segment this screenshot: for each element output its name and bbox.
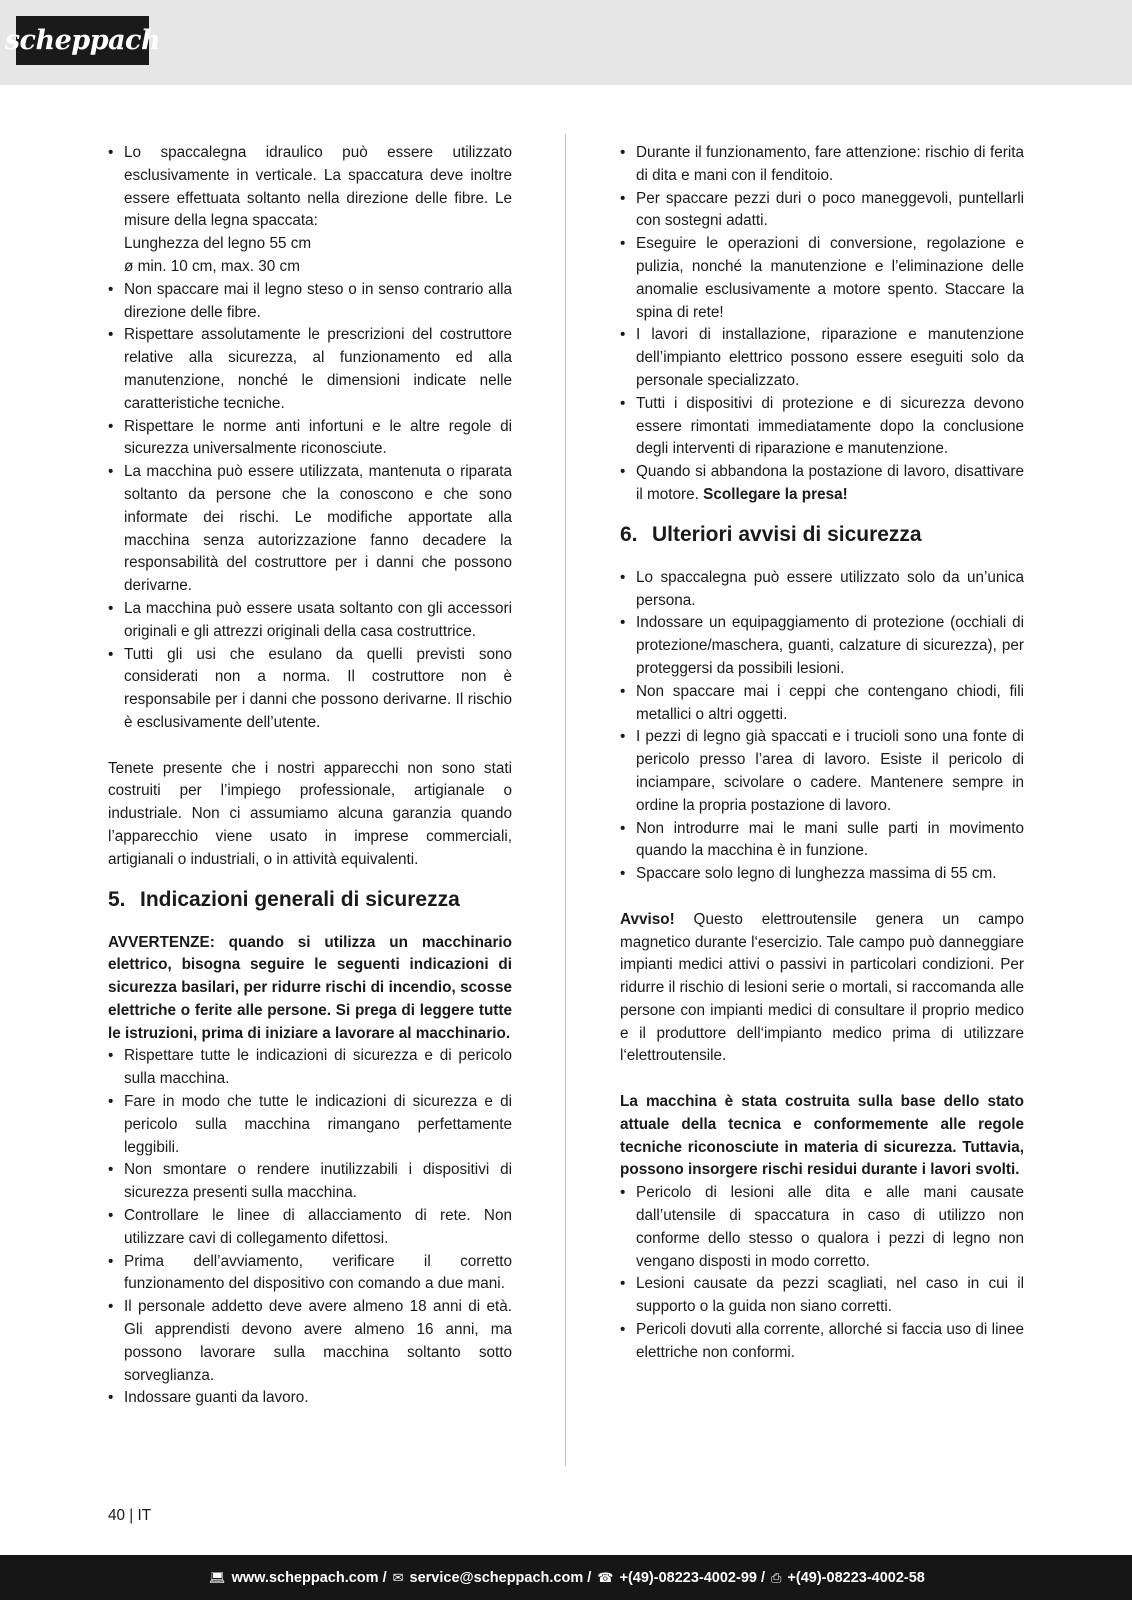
list-item: • Prima dell’avviamento, verificare il corretto funzionamento del dispositivo con comando a due mani. — [108, 1251, 512, 1297]
phone-number: +(49)-08223-4002-99 / — [619, 1569, 766, 1586]
email-link[interactable]: service@scheppach.com / — [409, 1569, 592, 1586]
residual-risk-paragraph: La macchina è stata costruita sulla base dello stato attuale della tecnica e conformemente alle regole tecniche riconosciute in materia di sicurezza. Tuttavia, possono insorgere rischi residui durante i lavori svolti. — [620, 1093, 1024, 1179]
list-item: • Non spaccare mai il legno steso o in senso contrario alla direzione delle fibre. — [108, 279, 512, 325]
list-item: • La macchina può essere utilizzata, mantenuta o riparata soltanto da persone che la conoscono e che sono informate dei rischi. Le modifiche apportate alla macchina senza autorizzazione fanno decadere la responsabilità del costruttore per i danni che possono derivarne. — [108, 461, 512, 598]
fax-number: +(49)-08223-4002-58 — [787, 1569, 925, 1586]
column-divider — [565, 134, 566, 1466]
list-item: • Non smontare o rendere inutilizzabili i dispositivi di sicurezza presenti sulla macchina. — [108, 1159, 512, 1205]
list-item: • Indossare un equipaggiamento di protezione (occhiali di protezione/maschera, guanti, calzature di sicurezza), per proteggersi da possibili lesioni. — [620, 612, 1024, 680]
list-item: • Rispettare le norme anti infortuni e le altre regole di sicurezza universalmente riconosciute. — [108, 416, 512, 462]
magnetic-field-notice: Avviso! Questo elettroutensile genera un campo magnetico durante l‘esercizio. Tale campo può danneggiare impianti medici attivi o passivi in particolari condizioni. Per ridurre il rischio di lesioni serie o mortali, si raccomanda alle persone con impianti medici di consultare il proprio medico e il produttore dell‘impianto medico prima di utilizzare l‘elettroutensile. — [620, 910, 1025, 1065]
wood-diameter: ø min. 10 cm, max. 30 cm — [124, 257, 300, 275]
list-item: • Non introdurre mai le mani sulle parti in movimento quando la macchina è in funzione. — [620, 818, 1024, 864]
safety-list-right-2 — [620, 567, 1024, 886]
list-item: • Lo spaccalegna può essere utilizzato solo da un’unica persona. — [620, 567, 1024, 613]
list-item: • Pericoli dovuti alla corrente, allorché si faccia uso di linee elettriche non conformi. — [620, 1319, 1024, 1365]
list-item: • Pericolo di lesioni alle dita e alle mani causate dall’utensile di spaccatura in caso di utilizzo non conforme dello stesso o qualora i pezzi di legno non vengano disposti in modo corretto. — [620, 1182, 1024, 1273]
safety-list-left-2 — [108, 1045, 512, 1410]
residual-risk-list — [620, 1182, 1024, 1364]
list-item: • Non spaccare mai i ceppi che contengano chiodi, fili metallici o altri oggetti. — [620, 681, 1024, 727]
page-header — [0, 0, 1132, 85]
list-item: • Per spaccare pezzi duri o poco maneggevoli, puntellarli con sostegni adatti. — [620, 188, 1024, 234]
list-item: • Rispettare assolutamente le prescrizioni del costruttore relative alla sicurezza, al funzionamento ed alla manutenzione, nonché le dimensioni indicate nelle caratteristiche tecniche. — [108, 324, 512, 415]
list-item: • Eseguire le operazioni di conversione, regolazione e pulizia, nonché la manutenzione e l’eliminazione delle anomalie esclusivamente a motore spento. Staccare la spina di rete! — [620, 233, 1024, 324]
list-item: • I pezzi di legno già spaccati e i trucioli sono una fonte di pericolo presso l’area di lavoro. Esiste il pericolo di inciampare, scivolare o cadere. Mantenere sempre in ordine la propria postazione di lavoro. — [620, 726, 1024, 817]
list-item: • Quando si abbandona la postazione di lavoro, disattivare il motore. Scollegare la presa! — [620, 461, 1024, 507]
page-number: 40 | IT — [108, 1507, 152, 1524]
warning-paragraph: AVVERTENZE: quando si utilizza un macchinario elettrico, bisogna seguire le seguenti indicazioni di sicurezza basilari, per ridurre rischi di incendio, scosse elettriche o ferite alle persone. Si prega di leggere tutte le istruzioni, prima di iniziare a lavorare al macchinario. — [108, 933, 512, 1042]
list-item: • I lavori di installazione, riparazione e manutenzione dell’impianto elettrico possono essere eseguiti solo da personale specializzato. — [620, 324, 1024, 392]
unplug-warning: Scollegare la presa! — [703, 485, 848, 503]
list-item: • La macchina può essere usata soltanto con gli accessori originali e gli attrezzi originali della casa costruttrice. — [108, 598, 512, 644]
list-item: • Indossare guanti da lavoro. — [108, 1387, 512, 1410]
wood-length: Lunghezza del legno 55 cm — [124, 235, 312, 253]
list-item: • Lesioni causate da pezzi scagliati, nel caso in cui il supporto o la guida non siano corretti. — [620, 1273, 1024, 1319]
list-item: • Fare in modo che tutte le indicazioni di sicurezza e di pericolo sulla macchina rimangano perfettamente leggibili. — [108, 1091, 512, 1159]
list-item: • Tutti i dispositivi di protezione e di sicurezza devono essere rimontati immediatamente dopo la conclusione degli interventi di riparazione e manutenzione. — [620, 393, 1024, 461]
list-item: • Tutti gli usi che esulano da quelli previsti sono considerati non a norma. Il costruttore non è responsabile per i danni che possono derivarne. Il rischio è esclusivamente dell’utente. — [108, 644, 512, 735]
page-footer — [0, 1555, 1132, 1600]
phone-icon: ☎ — [597, 1569, 614, 1585]
list-item: • Controllare le linee di allacciamento di rete. Non utilizzare cavi di collegamento difettosi. — [108, 1205, 512, 1251]
section-6-heading: 6. Ulteriori avvisi di sicurezza — [620, 522, 922, 546]
safety-list-right-1 — [620, 142, 1024, 507]
website-link[interactable]: www.scheppach.com / — [231, 1569, 387, 1586]
computer-icon: 💻︎ — [209, 1569, 226, 1585]
list-item: • Lo spaccalegna idraulico può essere utilizzato esclusivamente in verticale. La spaccatura deve inoltre essere effettuata soltanto nella direzione delle fibre. Le misure della legna spaccata: Lunghezza del legno 55 cm ø min. 10 cm, max. 30 cm — [108, 142, 512, 279]
safety-list-left-1 — [108, 142, 512, 735]
list-item: • Spaccare solo legno di lunghezza massima di 55 cm. — [620, 863, 1024, 886]
section-5-heading: 5. Indicazioni generali di sicurezza — [108, 887, 460, 911]
right-column — [620, 142, 1024, 1365]
list-item: • Rispettare tutte le indicazioni di sicurezza e di pericolo sulla macchina. — [108, 1045, 512, 1091]
list-item: • Durante il funzionamento, fare attenzione: rischio di ferita di dita e mani con il fenditoio. — [620, 142, 1024, 188]
mail-icon: ✉ — [392, 1569, 404, 1585]
left-column — [108, 142, 512, 1410]
professional-use-note: Tenete presente che i nostri apparecchi non sono stati costruiti per l’impiego professionale, artigianale o industriale. Non ci assumiamo alcuna garanzia quando l’apparecchio viene usato in imprese commerciali, artigianali o industriali, o in attività equivalenti. — [108, 759, 512, 868]
list-item: • Il personale addetto deve avere almeno 18 anni di età. Gli apprendisti devono avere almeno 16 anni, ma possono lavorare sulla macchina soltanto sotto sorveglianza. — [108, 1296, 512, 1387]
scheppach-logo: scheppach — [16, 16, 149, 65]
fax-icon: ⎙ — [771, 1569, 782, 1585]
